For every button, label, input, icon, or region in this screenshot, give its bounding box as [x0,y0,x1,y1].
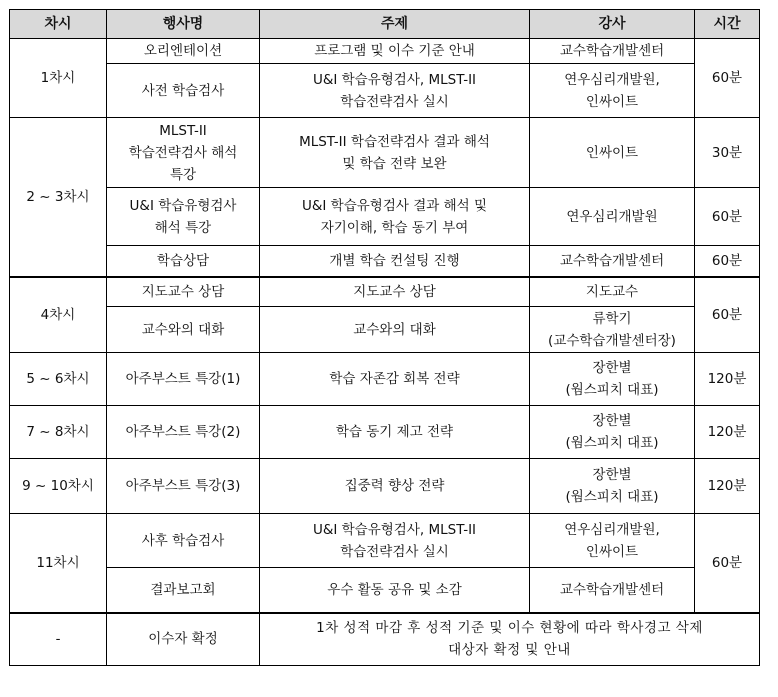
program-schedule-table [9,9,760,666]
table-row [10,406,760,459]
topic-cell: 학습 자존감 회복 전략 [260,353,530,406]
session-cell: 9 ~ 10차시 [10,459,107,514]
instructor-cell: 지도교수 [530,277,695,307]
event-cell: 사후 학습검사 [107,514,260,568]
topic-cell: U&I 학습유형검사 결과 해석 및 자기이해, 학습 동기 부여 [260,188,530,246]
header-session: 차시 [10,10,107,39]
table-row [10,39,760,64]
event-cell: 아주부스트 특강(3) [107,459,260,514]
table-row [10,353,760,406]
topic-cell: 우수 활동 공유 및 소감 [260,568,530,613]
event-cell: 아주부스트 특강(1) [107,353,260,406]
session-cell: 5 ~ 6차시 [10,353,107,406]
topic-cell: 학습 동기 제고 전략 [260,406,530,459]
topic-cell: 집중력 향상 전략 [260,459,530,514]
time-cell: 120분 [695,459,760,514]
schedule-table-wrapper [9,9,760,666]
instructor-cell: 류학기 (교수학습개발센터장) [530,307,695,353]
session-cell: 11차시 [10,514,107,613]
event-cell: 교수와의 대화 [107,307,260,353]
topic-cell: 지도교수 상담 [260,277,530,307]
note-cell: 1차 성적 마감 후 성적 기준 및 이수 현황에 따라 학사경고 삭제 대상자 확정 및 안내 [260,613,760,666]
instructor-cell: 인싸이트 [530,118,695,188]
topic-cell: 개별 학습 컨설팅 진행 [260,246,530,277]
topic-cell: U&I 학습유형검사, MLST-II 학습전략검사 실시 [260,514,530,568]
instructor-cell: 연우심리개발원 [530,188,695,246]
instructor-cell: 교수학습개발센터 [530,39,695,64]
session-cell: - [10,613,107,666]
table-row [10,613,760,666]
event-cell: U&I 학습유형검사 해석 특강 [107,188,260,246]
instructor-cell: 연우심리개발원, 인싸이트 [530,514,695,568]
table-row [10,514,760,568]
event-cell: 사전 학습검사 [107,64,260,118]
event-cell: 아주부스트 특강(2) [107,406,260,459]
header-instructor: 강사 [530,10,695,39]
table-row [10,64,760,118]
session-cell: 7 ~ 8차시 [10,406,107,459]
topic-cell: 교수와의 대화 [260,307,530,353]
header-time: 시간 [695,10,760,39]
time-cell: 120분 [695,406,760,459]
table-row [10,277,760,307]
time-cell: 60분 [695,514,760,613]
instructor-cell: 장한별 (웜스피치 대표) [530,406,695,459]
session-cell: 4차시 [10,277,107,353]
table-row [10,459,760,514]
event-cell: MLST-II 학습전략검사 해석 특강 [107,118,260,188]
event-cell: 결과보고회 [107,568,260,613]
session-cell: 1차시 [10,39,107,118]
instructor-cell: 연우심리개발원, 인싸이트 [530,64,695,118]
header-topic: 주제 [260,10,530,39]
time-cell: 60분 [695,277,760,353]
header-event: 행사명 [107,10,260,39]
time-cell: 60분 [695,188,760,246]
instructor-cell: 장한별 (웜스피치 대표) [530,353,695,406]
event-cell: 오리엔테이션 [107,39,260,64]
time-cell: 60분 [695,246,760,277]
table-row [10,568,760,613]
instructor-cell: 교수학습개발센터 [530,246,695,277]
time-cell: 120분 [695,353,760,406]
instructor-cell: 장한별 (웜스피치 대표) [530,459,695,514]
session-cell: 2 ~ 3차시 [10,118,107,277]
time-cell: 30분 [695,118,760,188]
topic-cell: U&I 학습유형검사, MLST-II 학습전략검사 실시 [260,64,530,118]
event-cell: 이수자 확정 [107,613,260,666]
event-cell: 지도교수 상담 [107,277,260,307]
instructor-cell: 교수학습개발센터 [530,568,695,613]
table-row [10,307,760,353]
event-cell: 학습상담 [107,246,260,277]
time-cell: 60분 [695,39,760,118]
table-row [10,188,760,246]
topic-cell: MLST-II 학습전략검사 결과 해석 및 학습 전략 보완 [260,118,530,188]
table-row [10,246,760,277]
topic-cell: 프로그램 및 이수 기준 안내 [260,39,530,64]
header-row [10,10,760,39]
table-row [10,118,760,188]
